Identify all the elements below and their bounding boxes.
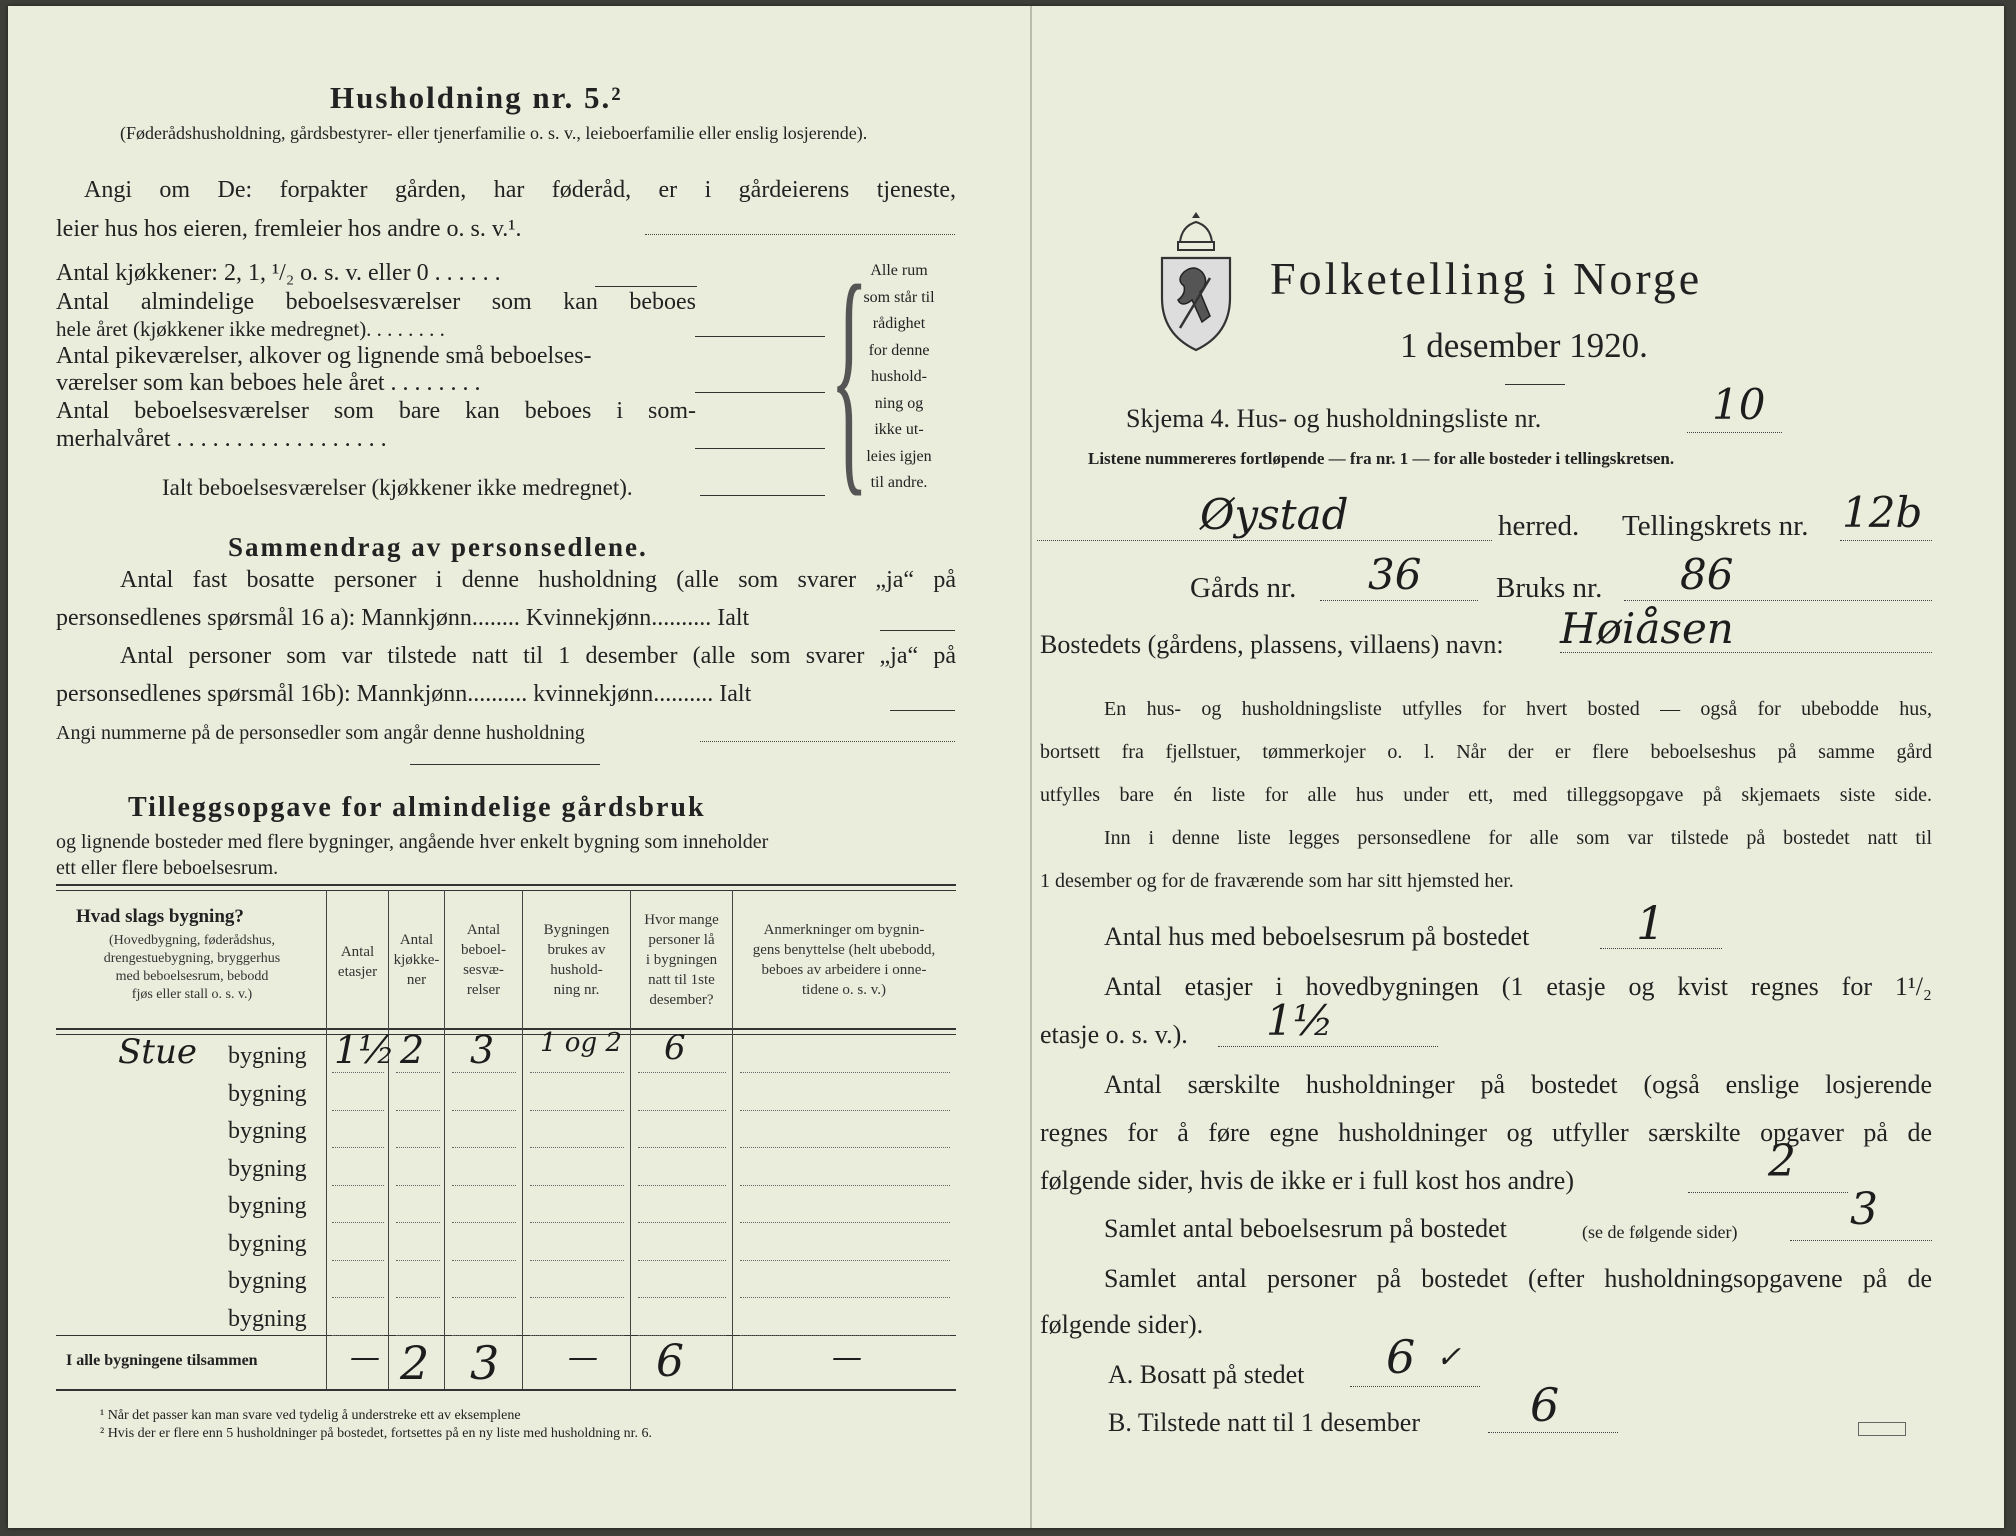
row-personer-value: 6 — [664, 1028, 686, 1068]
samlet-rom-line — [1790, 1240, 1932, 1241]
ialt-rooms-answer-line — [700, 495, 825, 496]
samlet-rom-small: (se de følgende sider) — [1582, 1222, 1738, 1242]
row-answer-line — [396, 1185, 440, 1186]
angi-answer-line — [645, 234, 955, 235]
instruction-line-4: Inn i denne liste legges personsedlene for alle som var tilstede på bostedet natt til — [1104, 827, 1932, 849]
row-building-label: bygning — [228, 1118, 307, 1144]
row-kjokkener-value: 2 — [400, 1028, 425, 1072]
row-answer-line — [530, 1185, 624, 1186]
row-etasjer-value: 1½ — [334, 1028, 396, 1072]
instruction-line-2: bortsett fra fjellstuer, tømmerkojer o. l. Når der er flere beboelseshus på samme gård — [1040, 741, 1932, 763]
footnote-2: ² Hvis der er flere enn 5 husholdninger på bostedet, fortsettes på en ny liste med husholdning nr. 6. — [100, 1426, 653, 1441]
sommer-line-1: Antal beboelsesværelser som bare kan beboes i som- — [56, 398, 696, 424]
row-answer-line — [740, 1297, 950, 1298]
row-answer-line — [740, 1185, 950, 1186]
bosatt-line — [1350, 1386, 1480, 1387]
krets-label: Tellingskrets nr. — [1622, 510, 1809, 542]
col-header-rom: Antal beboel- sesvæ- relser — [461, 922, 506, 998]
row-answer-line — [638, 1297, 726, 1298]
household-subtitle: (Føderådshusholdning, gårdsbestyrer- eller tjenerfamilie o. s. v., leieboerfamilie eller enslig losjerende). — [120, 123, 868, 143]
total-anm: — — [832, 1340, 862, 1375]
alm-answer-line — [695, 336, 825, 337]
row-answer-line — [452, 1110, 516, 1111]
etasjer-value: 1½ — [1266, 996, 1334, 1045]
samlet-pers-line-1: Samlet antal personer på bostedet (efter husholdningsopgavene på de — [1104, 1264, 1932, 1293]
title-divider — [1505, 384, 1565, 385]
household-title: Husholdning nr. 5.² — [330, 80, 623, 115]
row-answer-line — [332, 1297, 384, 1298]
bosatt-label: A. Bosatt på stedet — [1108, 1360, 1305, 1389]
bruks-line — [1624, 600, 1932, 601]
col-header-type: Hvad slags bygning? — [76, 906, 244, 927]
row-answer-line — [452, 1072, 516, 1073]
tilstede-natt-label: B. Tilstede natt til 1 desember — [1108, 1408, 1420, 1437]
table-top-rule — [56, 884, 956, 886]
tillegg-subtitle-1: og lignende bosteder med flere bygninger, angående hver enkelt bygning som inneholder — [56, 831, 769, 853]
alm-line-1: Antal almindelige beboelsesværelser som kan beboes — [56, 289, 696, 315]
tilstede-natt-value: 6 — [1530, 1378, 1560, 1432]
section-divider — [410, 764, 600, 765]
row-answer-line — [396, 1297, 440, 1298]
saerskilte-answer-line — [1688, 1192, 1848, 1193]
total-label: I alle bygningene tilsammen — [66, 1352, 258, 1369]
row-answer-line — [396, 1072, 440, 1073]
tillegg-title: Tilleggsopgave for almindelige gårdsbruk — [128, 792, 706, 823]
brace-symbol: { — [830, 237, 869, 519]
bosatt-check-icon: ✓ — [1436, 1340, 1462, 1375]
angi-nummerne: Angi nummerne på de personsedler som angår denne husholdning — [56, 722, 585, 744]
row-answer-line — [530, 1072, 624, 1073]
total-rom: 3 — [470, 1336, 500, 1390]
krets-line — [1840, 540, 1932, 541]
nummerne-answer-line — [700, 741, 955, 742]
row-answer-line — [396, 1147, 440, 1148]
table-top-rule-2 — [56, 890, 956, 891]
total-etasjer: — — [350, 1340, 380, 1375]
row-answer-line — [396, 1222, 440, 1223]
row-building-label: bygning — [228, 1043, 307, 1069]
row-building-label: bygning — [228, 1080, 307, 1107]
saerskilte-line-2: regnes for å føre egne husholdninger og utfyller særskilte opgaver på de — [1040, 1118, 1932, 1147]
row-answer-line — [638, 1185, 726, 1186]
antal-hus-value: 1 — [1636, 896, 1666, 950]
row-answer-line — [332, 1110, 384, 1111]
norway-coat-of-arms-icon — [1156, 208, 1236, 354]
saerskilte-value: 2 — [1768, 1136, 1796, 1187]
form-title: Folketelling i Norge — [1270, 253, 1703, 304]
summary-title: Sammendrag av personsedlene. — [228, 532, 648, 562]
bosted-label: Bostedets (gårdens, plassens, villaens) navn: — [1040, 630, 1504, 659]
etasjer-answer-line — [1218, 1046, 1438, 1047]
row-answer-line — [740, 1110, 950, 1111]
col-header-kjokkener: Antal kjøkke- ner — [393, 932, 440, 988]
sommer-line-2: merhalvåret . . . . . . . . . . . . . . . . . . — [56, 426, 387, 452]
row-answer-line — [332, 1222, 384, 1223]
row-answer-line — [332, 1147, 384, 1148]
alm-line-2: hele året (kjøkkener ikke medregnet). . . . . . . . — [56, 317, 445, 341]
tilstede-natt-line — [1488, 1432, 1618, 1433]
skjema-nr-value: 10 — [1712, 380, 1766, 429]
herred-line — [1037, 540, 1492, 541]
row-answer-line — [452, 1185, 516, 1186]
instruction-line-1: En hus- og husholdningsliste utfylles for hvert bosted — også for ubebodde hus, — [1104, 698, 1932, 720]
row-answer-line — [740, 1147, 950, 1148]
pike-line-2: værelser som kan beboes hele året . . . . . . . . — [56, 370, 481, 396]
row-answer-line — [530, 1147, 624, 1148]
row-answer-line — [530, 1260, 624, 1261]
samlet-rom-label: Samlet antal beboelsesrum på bostedet — [1104, 1214, 1507, 1243]
table-header-rule — [56, 1028, 956, 1030]
row-answer-line — [332, 1260, 384, 1261]
angi-line-1: Angi om De: forpakter gården, har føderåd, er i gårdeierens tjeneste, — [84, 177, 956, 203]
row-answer-line — [740, 1072, 950, 1073]
fast-ialt-line — [880, 630, 955, 631]
row-building-label: bygning — [228, 1193, 307, 1219]
row-answer-line — [452, 1297, 516, 1298]
antal-hus-label: Antal hus med beboelsesrum på bostedet — [1104, 922, 1530, 951]
row-answer-line — [638, 1260, 726, 1261]
sommer-answer-line — [695, 448, 825, 449]
instruction-line-3: utfylles bare én liste for alle hus under ett, med tilleggsopgave på skjemaets siste side. — [1040, 784, 1932, 806]
tillegg-subtitle-2: ett eller flere beboelsesrum. — [56, 857, 279, 879]
table-bottom-rule — [56, 1389, 956, 1391]
skjema-label: Skjema 4. Hus- og husholdningsliste nr. — [1126, 404, 1542, 433]
row-answer-line — [530, 1110, 624, 1111]
gards-value: 36 — [1368, 550, 1422, 599]
row-answer-line — [452, 1222, 516, 1223]
row-answer-line — [530, 1297, 624, 1298]
row-answer-line — [740, 1222, 950, 1223]
footnote-1: ¹ Når det passer kan man svare ved tydelig å understreke ett av eksemplene — [100, 1408, 521, 1423]
etasjer-line-1: Antal etasjer i hovedbygningen (1 etasje og kvist regnes for 1¹/₂ — [1104, 972, 1932, 1001]
col-header-husholdning: Bygningen brukes av hushold- ning nr. — [543, 922, 610, 998]
krets-value: 12b — [1842, 488, 1923, 537]
saerskilte-line-3: følgende sider, hvis de ikke er i full kost hos andre) — [1040, 1166, 1574, 1195]
col-header-personer: Hvor mange personer lå i bygningen natt til 1ste desember? — [644, 912, 719, 1008]
herred-label: herred. — [1498, 510, 1580, 542]
kjokkener-line: Antal kjøkkener: 2, 1, ¹/₂ o. s. v. eller 0 . . . . . . — [56, 260, 501, 286]
instruction-line-5: 1 desember og for de fraværende som har sitt hjemsted her. — [1040, 870, 1514, 892]
bruks-label: Bruks nr. — [1496, 572, 1603, 604]
row-building-type: Stue — [118, 1032, 197, 1072]
col-header-etasjer: Antal etasjer — [337, 944, 378, 980]
fast-line-2: personsedlenes spørsmål 16 a): Mannkjønn........ Kvinnekjønn.......... Ialt — [56, 605, 750, 631]
skjema-nr-line — [1687, 432, 1782, 433]
row-answer-line — [452, 1260, 516, 1261]
tilstede-line-1: Antal personer som var tilstede natt til 1 desember (alle som svarer „ja“ på — [120, 643, 956, 669]
row-building-label: bygning — [228, 1268, 307, 1294]
row-husholdning-value: 1 og 2 — [540, 1028, 622, 1058]
gards-line — [1320, 600, 1478, 601]
page-fold — [1030, 6, 1032, 1528]
samlet-pers-line-2: følgende sider). — [1040, 1310, 1204, 1339]
row-answer-line — [396, 1260, 440, 1261]
row-answer-line — [638, 1072, 726, 1073]
row-building-label: bygning — [228, 1305, 307, 1332]
angi-line-2: leier hus hos eieren, fremleier hos andre o. s. v.¹. — [56, 216, 522, 242]
printer-stamp — [1858, 1422, 1906, 1436]
samlet-rom-value: 3 — [1850, 1184, 1878, 1235]
row-answer-line — [638, 1222, 726, 1223]
row-answer-line — [530, 1335, 624, 1336]
herred-value: Øystad — [1200, 490, 1349, 539]
row-building-label: bygning — [228, 1230, 307, 1257]
col-header-anmerkninger: Anmerkninger om bygnin- gens benyttelse (helt ubebodd, beboes av arbeidere i onne- tidene o. s. v.) — [752, 922, 936, 998]
brace-note: Alle rum som står til rådighet for denne hushold- ning og ikke ut- leies igjen til andre. — [863, 262, 935, 491]
pike-answer-line — [695, 392, 825, 393]
row-answer-line — [740, 1335, 950, 1336]
row-answer-line — [740, 1260, 950, 1261]
bruks-value: 86 — [1680, 550, 1734, 599]
saerskilte-line-1: Antal særskilte husholdninger på bostedet (også enslige losjerende — [1104, 1070, 1932, 1099]
col-header-type-sub: (Hovedbygning, føderådshus, drengestuebygning, bryggerhus med beboelsesrum, bebodd fjøs eller stall o. s. v.) — [103, 933, 281, 1002]
row-building-label: bygning — [228, 1155, 307, 1182]
kjokkener-answer-line — [595, 286, 697, 287]
ialt-rooms-label: Ialt beboelsesværelser (kjøkkener ikke medregnet). — [162, 475, 633, 500]
tilstede-line-2: personsedlenes spørsmål 16b): Mannkjønn.......... kvinnekjønn.......... Ialt — [56, 681, 752, 707]
fast-line-1: Antal fast bosatte personer i denne husholdning (alle som svarer „ja“ på — [120, 567, 956, 593]
row-rom-value: 3 — [470, 1028, 495, 1072]
row-answer-line — [452, 1147, 516, 1148]
listene-note: Listene nummereres fortløpende — fra nr. 1 — for alle bosteder i tellingskretsen. — [1088, 449, 1675, 468]
row-answer-line — [530, 1222, 624, 1223]
row-answer-line — [638, 1147, 726, 1148]
row-answer-line — [638, 1110, 726, 1111]
form-date: 1 desember 1920. — [1400, 326, 1648, 365]
bosted-value: Høiåsen — [1560, 604, 1734, 653]
bosatt-value: 6 — [1386, 1330, 1416, 1384]
etasjer-line-2: etasje o. s. v.). — [1040, 1020, 1188, 1049]
gards-label: Gårds nr. — [1190, 572, 1297, 604]
tilstede-ialt-line — [890, 710, 955, 711]
row-answer-line — [332, 1185, 384, 1186]
total-kjokkener: 2 — [400, 1336, 430, 1390]
total-personer: 6 — [656, 1336, 684, 1387]
total-husholdning: — — [568, 1340, 598, 1375]
row-answer-line — [332, 1335, 384, 1336]
pike-line-1: Antal pikeværelser, alkover og lignende små beboelses- — [56, 343, 592, 369]
row-answer-line — [396, 1110, 440, 1111]
row-answer-line — [332, 1072, 384, 1073]
